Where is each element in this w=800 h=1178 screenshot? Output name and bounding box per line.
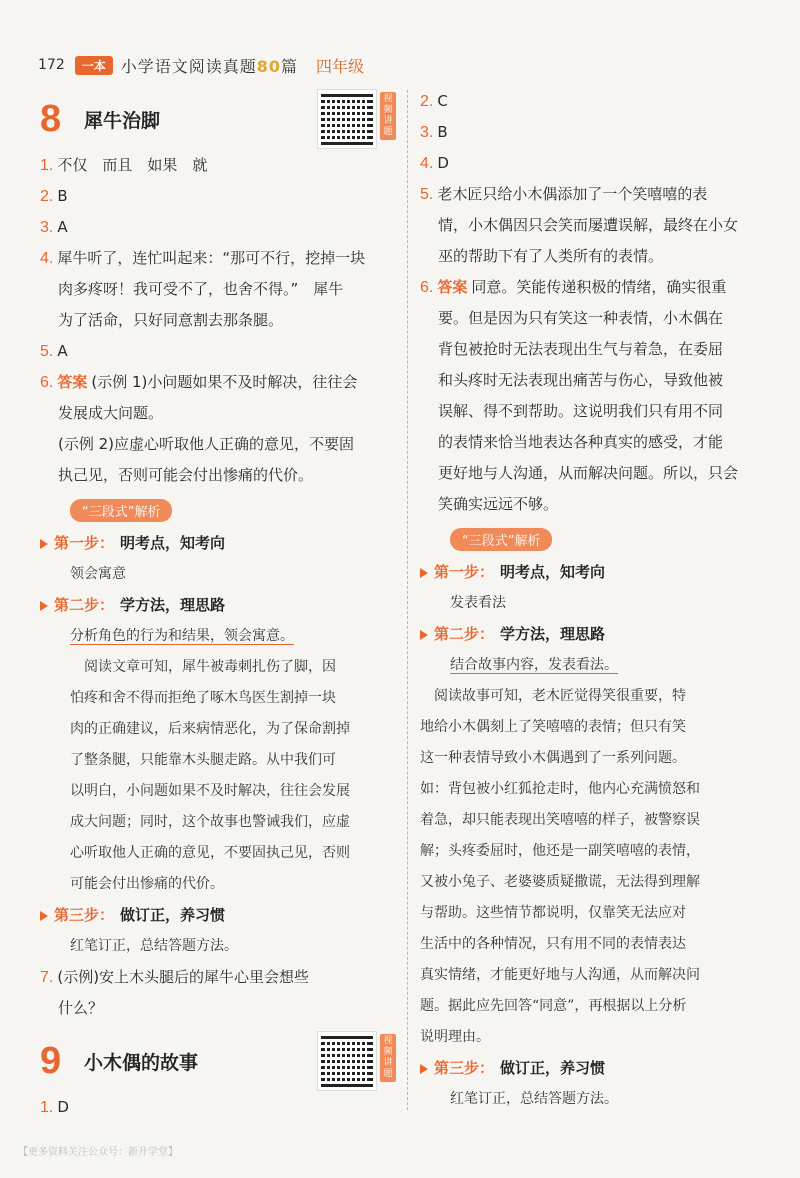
step-2-text: 地给小木偶刻上了笑嘻嘻的表情；但只有笑 (420, 719, 686, 735)
grade-label: 四年级 (316, 56, 365, 76)
arrow-icon (420, 568, 428, 578)
step-2-text: 阅读文章可知，犀牛被毒刺扎伤了脚，因 (70, 659, 336, 675)
step-3: 第三步： 做订正，养习惯 (40, 900, 398, 931)
arrow-icon (40, 911, 48, 921)
step-2-text: 如：背包被小红狐抢走时，他内心充满愤怒和 (420, 781, 700, 797)
analysis-badge: “三段式”解析 (450, 528, 552, 551)
step-2-text: 这一种表情导致小木偶遇到了一系列问题。 (420, 750, 686, 766)
video-tag: 视频讲题 (380, 92, 396, 140)
answer-1: 1. 不仅 而且 如果 就 (40, 156, 208, 174)
answer-6-line: 背包被抢时无法表现出生气与着急，在委屈 (438, 340, 724, 358)
step-2-text: 阅读故事可知，老木匠觉得笑很重要，特 (420, 688, 686, 704)
answer-3: 3. A (40, 218, 68, 236)
left-column (40, 88, 398, 1123)
answer-6-line: 的表情来恰当地表达各种真实的感受，才能 (438, 433, 724, 451)
answer-5: 5. A (40, 342, 68, 360)
step-2-text: 肉的正确建议，后来病情恶化，为了保命割掉 (70, 721, 350, 737)
answer-2: 2. C (420, 92, 448, 110)
answer-4-line: 为了活命，只好同意割去那条腿。 (58, 311, 284, 329)
answer-3: 3. B (420, 123, 448, 141)
step-2-text: 说明理由。 (420, 1029, 490, 1045)
section-9-heading (40, 1030, 398, 1092)
answer-6-line: 笑确实远远不够。 (438, 495, 559, 513)
step-1: 第一步： 明考点，知考向 (40, 528, 398, 559)
step-2-text: 怕疼和舍不得而拒绝了啄木鸟医生割掉一块 (70, 690, 336, 706)
page-header (38, 52, 364, 78)
answer-6: 6. 答案 同意。笑能传递积极的情绪，确实很重 (420, 278, 727, 296)
step-2-text: 生活中的各种情况，只有用不同的表情表达 (420, 936, 686, 952)
answer-6-line: 发展成大问题。 (58, 404, 164, 422)
answer-4: 4. D (420, 154, 449, 172)
step-2-text: 了整条腿，只能靠木头腿走路。从中我们可 (70, 752, 336, 768)
video-tag: 视频讲题 (380, 1034, 396, 1082)
brand-logo: 一本 (75, 56, 113, 75)
answer-7-line: 什么？ (58, 999, 104, 1017)
book-series-title: 小学语文阅读真题80篇 (120, 56, 299, 76)
step-2-text: 与帮助。这些情节都说明，仅靠笑无法应对 (420, 905, 686, 921)
answer-6-line: 执己见，否则可能会付出惨痛的代价。 (58, 466, 314, 484)
qr-code-icon[interactable] (318, 90, 376, 148)
answer-5-line: 巫的帮助下有了人类所有的表情。 (438, 247, 664, 265)
answer-6: 6. 答案 (示例 1)小问题如果不及时解决，往往会 (40, 373, 358, 391)
qr-code-icon[interactable] (318, 1032, 376, 1090)
step-1-body: 领会寓意 (70, 566, 126, 582)
step-2-text: 成大问题；同时，这个故事也警诫我们，应虚 (70, 814, 350, 830)
step-3-body: 红笔订正，总结答题方法。 (70, 938, 238, 954)
step-2-text: 心听取他人正确的意见，不要固执己见，否则 (70, 845, 350, 861)
column-divider (407, 90, 408, 1110)
section-title: 犀牛治脚 (84, 109, 161, 132)
answer-6-line: (示例 2)应虚心听取他人正确的意见，不要固 (58, 435, 355, 453)
arrow-icon (420, 630, 428, 640)
right-column (420, 86, 772, 1115)
arrow-icon (420, 1064, 428, 1074)
section-8-heading (40, 88, 398, 150)
step-1: 第一步： 明考点，知考向 (420, 557, 772, 588)
answer-6-line: 要。但是因为只有笑这一种表情，小木偶在 (438, 309, 724, 327)
step-2-text: 可能会付出惨痛的代价。 (70, 876, 224, 892)
answer-4-line: 肉多疼呀！我可受不了，也舍不得。” 犀牛 (58, 280, 344, 298)
step-3: 第三步： 做订正，养习惯 (420, 1053, 772, 1084)
step-2-text: 真实情绪，才能更好地与人沟通，从而解决问 (420, 967, 700, 983)
step-2-method: 分析角色的行为和结果，领会寓意。 (70, 628, 294, 644)
step-2-text: 又被小兔子、老婆婆质疑撒谎，无法得到理解 (420, 874, 700, 890)
answer-5-line: 情，小木偶因只会笑而屡遭误解，最终在小女 (438, 216, 739, 234)
answer-4: 4. 犀牛听了，连忙叫起来：“那可不行，挖掉一块 (40, 249, 366, 267)
arrow-icon (40, 539, 48, 549)
answer-6-line: 和头疼时无法表现出痛苦与伤心，导致他被 (438, 371, 724, 389)
page-number: 172 (38, 57, 65, 73)
step-2-method: 结合故事内容，发表看法。 (450, 657, 618, 673)
footer-note: 【更多资料关注公众号：新升学堂】 (18, 1147, 178, 1158)
answer-6-line: 更好地与人沟通，从而解决问题。所以，只会 (438, 464, 739, 482)
step-3-body: 红笔订正，总结答题方法。 (450, 1091, 618, 1107)
answer-2: 2. B (40, 187, 68, 205)
answer-7: 7. (示例)安上木头腿后的犀牛心里会想些 (40, 968, 310, 986)
step-2: 第二步： 学方法，理思路 (420, 619, 772, 650)
answer-6-line: 误解、得不到帮助。这说明我们只有用不同 (438, 402, 724, 420)
step-2-text: 题。据此应先回答“同意”，再根据以上分析 (420, 998, 687, 1014)
step-2: 第二步： 学方法，理思路 (40, 590, 398, 621)
step-1-body: 发表看法 (450, 595, 506, 611)
analysis-badge: “三段式”解析 (70, 499, 172, 522)
step-2-text: 解；头疼委屈时，他还是一副笑嘻嘻的表情， (420, 843, 700, 859)
answer-1: 1. D (40, 1098, 69, 1116)
section-number: 8 (40, 97, 62, 140)
section-number: 9 (40, 1039, 62, 1082)
answer-5: 5. 老木匠只给小木偶添加了一个笑嘻嘻的表 (420, 185, 708, 203)
arrow-icon (40, 601, 48, 611)
step-2-text: 以明白，小问题如果不及时解决，往往会发展 (70, 783, 350, 799)
step-2-text: 着急，却只能表现出笑嘻嘻的样子，被警察误 (420, 812, 700, 828)
section-title: 小木偶的故事 (84, 1051, 199, 1074)
